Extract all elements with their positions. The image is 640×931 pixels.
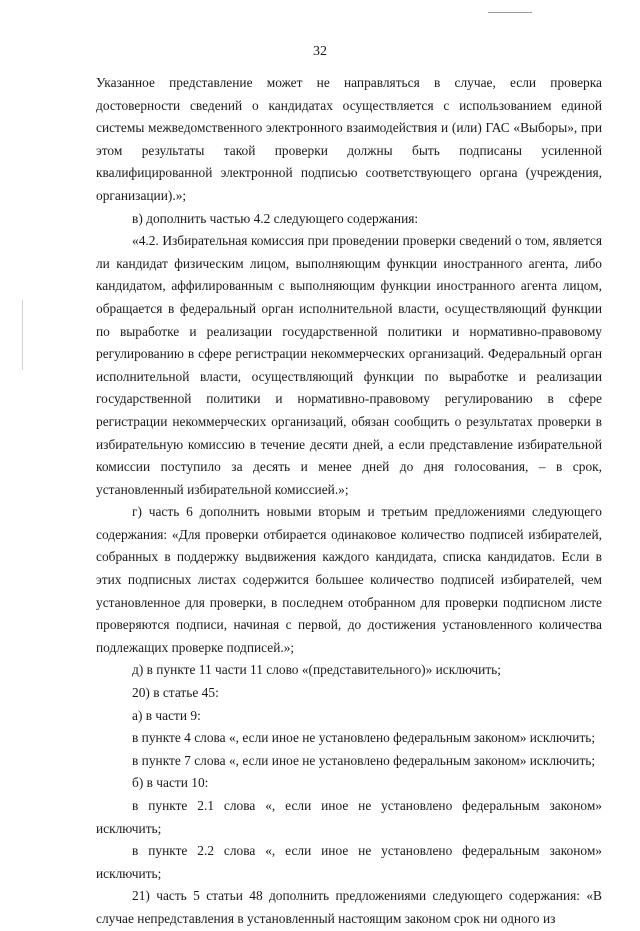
paragraph-point-2-1: в пункте 2.1 слова «, если иное не установлено федеральным законом» исключить; (96, 798, 602, 836)
paragraph-item-20: 20) в статье 45: (132, 685, 219, 701)
paragraph-point-2-2: в пункте 2.2 слова «, если иное не установлено федеральным законом» исключить; (96, 843, 602, 881)
scan-mark-left (22, 300, 23, 370)
paragraph-part-4-2: «4.2. Избирательная комиссия при проведении проверки сведений о том, является ли кандидат физическим лицом, выполняющим функции иностранного агента, либо кандидатом, аффилированным с выполняющим функции иностранного агента лицом, обращается в федеральный орган исполнительной власти, осуществляющий функции по выработке и реализации государственной политики и нормативно-правовому регулированию в сфере регистрации некоммерческих организаций. Федеральный орган исполнительной власти, осуществляющий функции по выработке и реализации государственной политики и нормативно-правовому регулированию в сфере регистрации некоммерческих организаций, обязан сообщить о результатах проверки в избирательную комиссию в течение десяти дней, а если представление избирательной комиссии поступило за десять и менее дней до дня голосования, – в срок, установленный избирательной комиссией.»; (96, 233, 602, 497)
page-number: 32 (313, 44, 327, 59)
paragraph-item-a: а) в части 9: (132, 707, 201, 723)
paragraph-representation-note: Указанное представление может не направляться в случае, если проверка достоверности сведений о кандидатах осуществляется с использованием единой системы межведомственного электронного взаимодействия и (или) ГАС «Выборы», при этом результаты такой проверки должны быть подписаны усиленной квалифицированной электронной подписью соответствующего органа (учреждения, организации).»; (96, 75, 602, 203)
document-body (96, 72, 602, 931)
scan-mark-top-right (488, 12, 532, 13)
paragraph-item-v: в) дополнить частью 4.2 следующего содержания: (132, 210, 419, 226)
paragraph-item-d: д) в пункте 11 части 11 слово «(представительного)» исключить; (132, 662, 502, 678)
paragraph-point-7: в пункте 7 слова «, если иное не установлено федеральным законом» исключить; (132, 752, 596, 768)
paragraph-item-g: г) часть 6 дополнить новыми вторым и третьим предложениями следующего содержания: «Для проверки отбирается одинаковое количество подписей избирателей, собранных в поддержку выдвижения каждого кандидата, списка кандидатов. Если в этих подписных листах содержится большее количество подписей избирателей, чем установленное для проверки, в последнем отобранном для проверки подписном листе проверяются подписи, начиная с первой, до достижения установленного количества подлежащих проверке подписей.»; (96, 504, 602, 655)
paragraph-item-21: 21) часть 5 статьи 48 дополнить предложениями следующего содержания: «В случае непредставления в установленный настоящим законом срок ни одного из (96, 888, 602, 926)
paragraph-point-4: в пункте 4 слова «, если иное не установлено федеральным законом» исключить; (132, 730, 596, 746)
paragraph-item-b: б) в части 10: (132, 775, 209, 791)
